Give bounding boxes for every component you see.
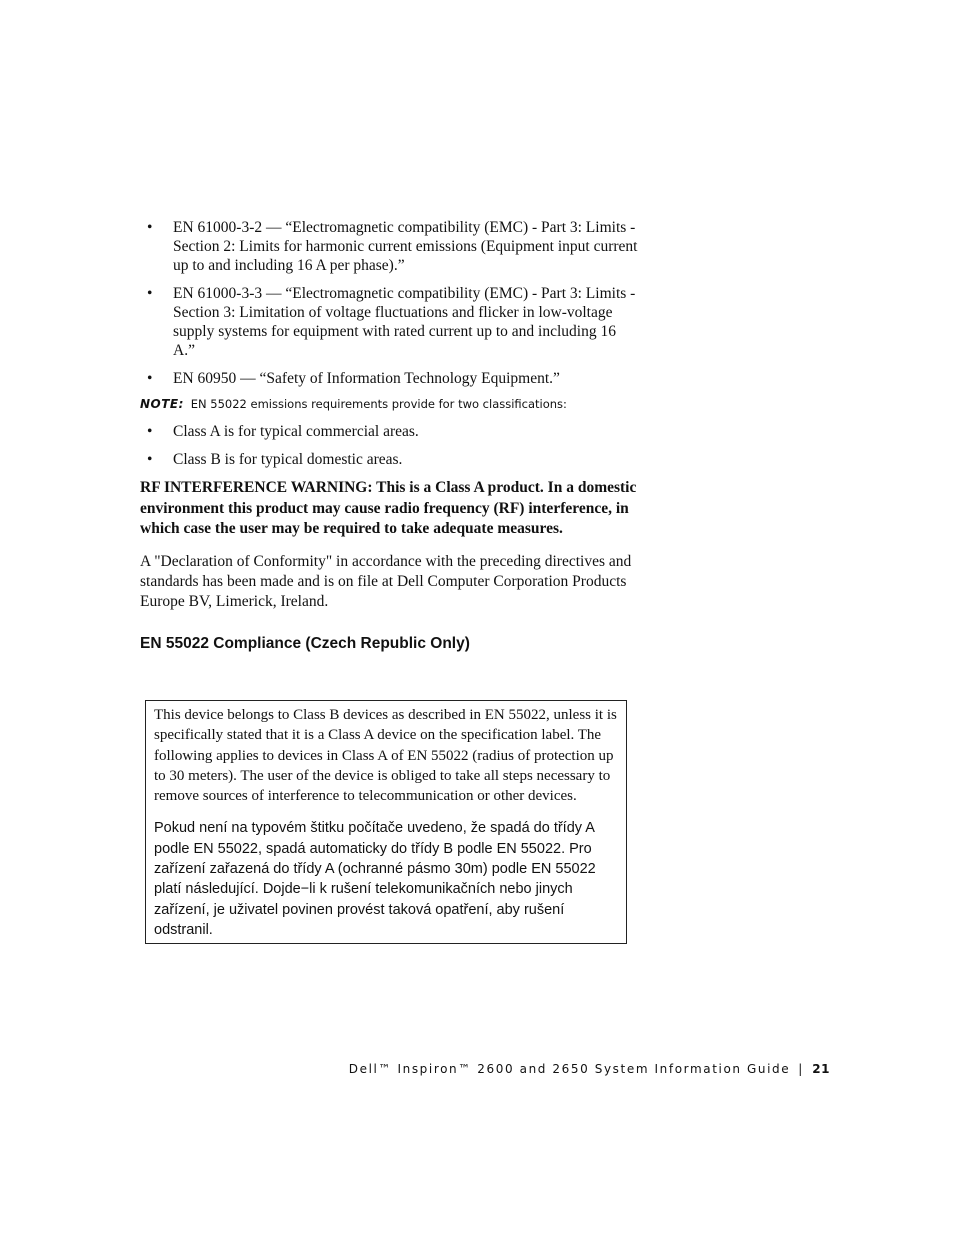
standards-list	[140, 218, 640, 388]
bullet-icon: •	[147, 370, 153, 387]
bullet-icon: •	[147, 285, 153, 302]
compliance-text-english: This device belongs to Class B devices as described in EN 55022, unless it is specifically stated that it is a Class A device on the specification label. The following applies to devices in Class A of EN 55022 (radius of protection up to 30 meters). The user of the device is obliged to take all steps necessary to remove sources of interference to telecommunication or other devices.	[154, 707, 617, 805]
list-item	[140, 284, 640, 360]
page-content	[140, 218, 640, 667]
guide-title: Dell™ Inspiron™ 2600 and 2650 System Information Guide	[348, 1062, 791, 1076]
list-item-text: Class B is for typical domestic areas.	[173, 451, 403, 468]
note	[140, 396, 640, 412]
list-item-text: Class A is for typical commercial areas.	[173, 423, 419, 440]
footer-separator: |	[798, 1062, 803, 1076]
rf-interference-warning: RF INTERFERENCE WARNING: This is a Class A product. In a domestic environment this product may cause radio frequency (RF) interference, in which case the user may be required to take adequate measures.	[140, 479, 637, 537]
bullet-icon: •	[147, 451, 153, 468]
list-item-text: EN 61000-3-3 — “Electromagnetic compatibility (EMC) - Part 3: Limits - Section 3: Limitation of voltage fluctuations and flicker in low-voltage supply systems for equipment with rated current up to and including 16 A.”	[173, 285, 636, 359]
bullet-icon: •	[147, 423, 153, 440]
note-label: NOTE:	[140, 397, 184, 411]
note-text: EN 55022 emissions requirements provide for two classifications:	[190, 397, 567, 411]
list-item-text: EN 60950 — “Safety of Information Technology Equipment.”	[173, 370, 560, 387]
list-item	[140, 450, 640, 469]
page-number: 21	[812, 1062, 830, 1076]
list-item-text: EN 61000-3-2 — “Electromagnetic compatibility (EMC) - Part 3: Limits - Section 2: Limits for harmonic current emissions (Equipment input current up to and including 16 A per phase).”	[173, 219, 638, 274]
compliance-text-czech: Pokud není na typovém štitku počítače uvedeno, že spadá do třídy A podle EN 55022, spadá automaticky do třídy B podle EN 55022. Pro zařízení zařazená do třídy A (ochranné pásmo 30m) podle EN 55022 platí následující. Dojde−li k rušení telekomunikačních nebo jinych zařízení, je uživatel povinen provést taková opatření, aby rušení odstranil.	[154, 820, 596, 938]
bullet-icon: •	[147, 219, 153, 236]
declaration-paragraph: A "Declaration of Conformity" in accordance with the preceding directives and standards has been made and is on file at Dell Computer Corporation Products Europe BV, Limerick, Ireland.	[140, 552, 632, 610]
section-heading: EN 55022 Compliance (Czech Republic Only)	[140, 634, 470, 652]
list-item	[140, 218, 640, 275]
page-footer	[349, 1062, 830, 1076]
list-item	[140, 422, 640, 441]
list-item	[140, 369, 640, 388]
compliance-box	[145, 700, 627, 944]
classes-list	[140, 422, 640, 469]
